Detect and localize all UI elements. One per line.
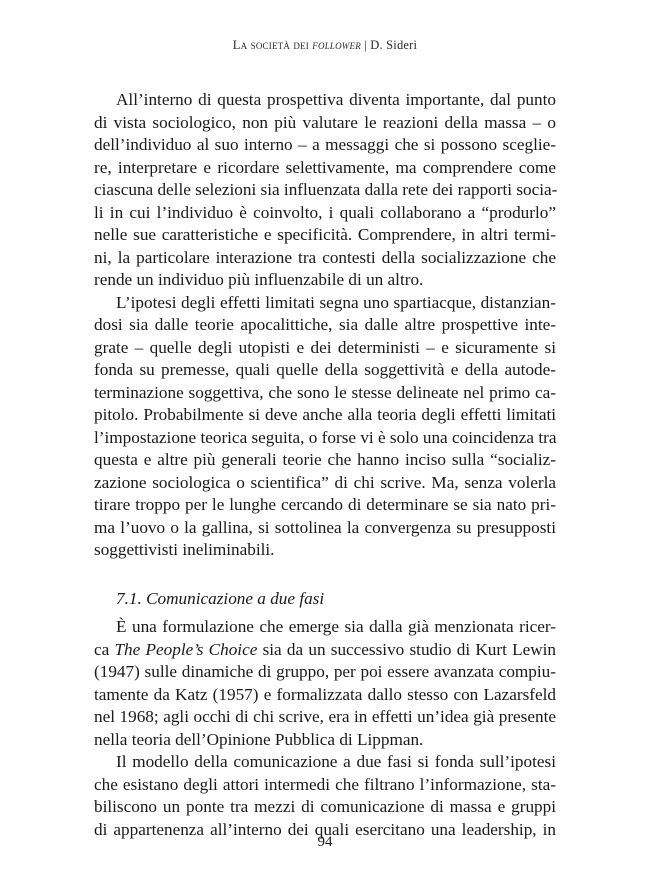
text-line: soggettivisti ineliminabili. bbox=[94, 540, 275, 559]
text-line: dell’individuo al suo interno – a messaggi che si possono sceglie- bbox=[94, 135, 556, 154]
paragraph-4 bbox=[94, 751, 556, 841]
text-line: terminazione soggettiva, che sono le stesse delineate nel primo ca- bbox=[94, 382, 556, 402]
text-line: re, interpretare e ricordare selettivamente, ma comprendere come bbox=[94, 157, 556, 177]
text-line: li in cui l’individuo è coinvolto, i quali collaborano a “produrlo” bbox=[94, 202, 556, 222]
paragraph-1 bbox=[94, 89, 556, 292]
running-head-title-italic: follower bbox=[312, 38, 361, 52]
text-line: rende un individuo più influenzabile di un altro. bbox=[94, 270, 424, 289]
book-title: The People’s Choice bbox=[114, 639, 258, 659]
text-line: questa e altre più generali teorie che hanno inciso sulla “socializ- bbox=[94, 450, 556, 469]
running-head-title-rest: a società dei bbox=[240, 38, 313, 52]
text-line: nella teoria dell’Opinione Pubblica di Lippman. bbox=[94, 729, 424, 749]
text-line: che esistano degli attori intermedi che filtrano l’informazione, sta- bbox=[94, 774, 556, 794]
text-line: ni, la particolare interazione tra contesti della socializzazione che bbox=[94, 247, 556, 267]
text-fragment: ca bbox=[94, 639, 115, 659]
text-line: fonda su premesse, quali quelle della soggettività e della autode- bbox=[94, 360, 556, 379]
text-line: È una formulazione che emerge sia dalla già menzionata ricer- bbox=[116, 617, 556, 636]
running-head bbox=[0, 38, 650, 53]
paragraph-3 bbox=[94, 616, 556, 751]
text-line: grate – quelle degli utopisti e dei deterministi – e sicuramente si bbox=[94, 337, 556, 357]
text-line: (1947) sulle dinamiche di gruppo, per poi essere avanzata compiu- bbox=[94, 662, 556, 681]
text-line: L’ipotesi degli effetti limitati segna uno spartiacque, distanzian- bbox=[116, 292, 556, 312]
text-line: Il modello della comunicazione a due fasi si fonda sull’ipotesi bbox=[116, 752, 556, 771]
text-line: l’impostazione teorica seguita, o forse vi è solo una coincidenza tra bbox=[94, 427, 557, 447]
paragraph-2 bbox=[94, 292, 556, 562]
text-line: ciascuna delle selezioni sia influenzata dalla rete dei rapporti socia- bbox=[94, 180, 558, 199]
running-head-author: D. Sideri bbox=[370, 38, 418, 52]
text-line: dosi sia dalle teorie apocalittiche, sia dalle altre prospettive inte- bbox=[94, 315, 556, 334]
text-line: biliscono un ponte tra mezzi di comunicazione di massa e gruppi bbox=[94, 797, 556, 816]
section-heading: 7.1. Comunicazione a due fasi bbox=[116, 588, 325, 608]
text-line: All’interno di questa prospettiva diventa importante, dal punto bbox=[116, 90, 556, 109]
text-line: tamente da Katz (1957) e formalizzata dallo stesso con Lazarsfeld bbox=[94, 684, 556, 704]
text-line: zazione sociologica o scientifica” di chi scrive. Ma, senza volerla bbox=[94, 472, 556, 492]
text-line: tirare troppo per le lunghe cercando di determinare se sia nato pri- bbox=[94, 495, 556, 514]
page-number: 94 bbox=[317, 834, 333, 850]
running-head-title bbox=[233, 38, 361, 52]
text-line: nelle sue caratteristiche e specificità. Comprendere, in altri termi- bbox=[94, 225, 556, 244]
text-line bbox=[94, 639, 556, 662]
text-line: di vista sociologico, non più valutare le reazioni della massa – o bbox=[94, 112, 556, 132]
text-line: nel 1968; agli occhi di chi scrive, era in effetti un’idea già presente bbox=[94, 707, 556, 726]
text-line: di appartenenza all’interno dei quali esercitano una leadership, in bbox=[94, 819, 556, 839]
text-line: ma l’uovo o la gallina, si sottolinea la convergenza su presupposti bbox=[94, 517, 556, 537]
running-head-separator: | bbox=[360, 38, 371, 52]
text-fragment: sia da un successivo studio di Kurt Lewin bbox=[257, 639, 556, 659]
text-line: pitolo. Probabilmente si deve anche alla teoria degli effetti limitati bbox=[94, 405, 556, 424]
body-text bbox=[94, 89, 556, 841]
running-head-title-initial: L bbox=[232, 38, 241, 52]
